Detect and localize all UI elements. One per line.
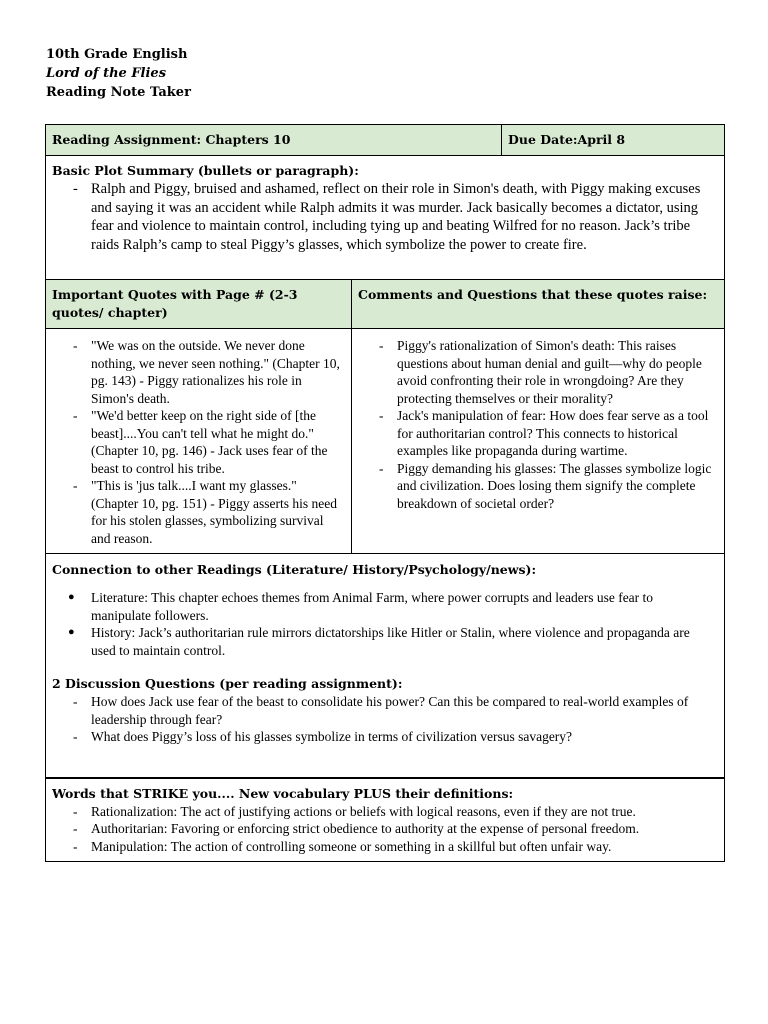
- quote-item: - "We'd better keep on the right side of [the beast]....You can't tell what he might do." (Chapter 10, pg. 146) - Jack uses fear of the beast to control his tribe.: [46, 407, 343, 477]
- vocabulary-label: Words that STRIKE you.... New vocabulary PLUS their definitions:: [52, 785, 514, 801]
- vocabulary-list: [46, 803, 724, 856]
- vocabulary-item: - Authoritarian: Favoring or enforcing strict obedience to authority at the expense of personal freedom.: [46, 820, 714, 838]
- reading-note-table: [45, 124, 725, 862]
- connections-discussion-cell: [46, 554, 725, 778]
- comment-item: - Piggy's rationalization of Simon's death: This raises questions about human denial and guilt—why do people avoid confronting their role in wrongdoing? Are they protecting themselves or their morality?: [352, 337, 718, 407]
- document-title: Reading Note Taker: [46, 85, 191, 100]
- plot-summary-item: - Ralph and Piggy, bruised and ashamed, reflect on their role in Simon's death, with Piggy making excuses and saying it was an accident while Ralph admits it was murder. Jack basically becomes a dictator, using fear and violence to maintain control, including tying up and beating Wilfred for no reason. Jack’s tribe raids Ralph’s camp to steal Piggy’s glasses, which symbolize the power to create fire.: [46, 180, 714, 254]
- quotes-cell: [46, 329, 352, 554]
- vocabulary-item: - Manipulation: The action of controlling someone or something in a skillful but often unfair way.: [46, 838, 714, 856]
- discussion-label: 2 Discussion Questions (per reading assignment):: [52, 676, 403, 691]
- comments-header-cell: [352, 280, 725, 329]
- discussion-item: - How does Jack use fear of the beast to consolidate his power? Can this be compared to real-world examples of leadership through fear?: [46, 693, 714, 728]
- assignment-cell: [46, 125, 502, 156]
- comments-label: Comments and Questions that these quotes raise:: [358, 287, 708, 302]
- course-name: 10th Grade English: [46, 47, 188, 62]
- connections-list: [46, 589, 724, 659]
- plot-summary-cell: [46, 156, 725, 280]
- vocabulary-item: - Rationalization: The act of justifying actions or beliefs with logical reasons, even if they are not true.: [46, 803, 714, 821]
- assignment-label: Reading Assignment: Chapters 10: [52, 132, 291, 147]
- comments-list: [352, 329, 724, 512]
- quotes-list: [46, 329, 351, 547]
- comments-cell: [352, 329, 725, 554]
- quotes-header-cell: [46, 280, 352, 329]
- book-title: Lord of the Flies: [46, 66, 167, 81]
- quotes-label: Important Quotes with Page # (2-3 quotes/ chapter): [52, 287, 298, 320]
- plot-summary-label: Basic Plot Summary (bullets or paragraph):: [52, 163, 359, 178]
- plot-summary-list: [46, 180, 724, 254]
- quote-item: - "This is 'jus talk....I want my glasses." (Chapter 10, pg. 151) - Piggy asserts his need for his stolen glasses, symbolizing survival and reason.: [46, 477, 343, 547]
- document-header: [46, 45, 191, 102]
- discussion-item: - What does Piggy’s loss of his glasses symbolize in terms of civilization versus savagery?: [46, 728, 714, 746]
- vocabulary-cell: [46, 778, 725, 862]
- quote-item: - "We was on the outside. We never done nothing, we never seen nothing." (Chapter 10, pg. 143) - Piggy rationalizes his role in Simon's death.: [46, 337, 343, 407]
- connection-item: ● History: Jack’s authoritarian rule mirrors dictatorships like Hitler or Stalin, where violence and propaganda are used to maintain control.: [46, 624, 714, 659]
- connection-item: ● Literature: This chapter echoes themes from Animal Farm, where power corrupts and leaders use fear to manipulate followers.: [46, 589, 714, 624]
- comment-item: - Piggy demanding his glasses: The glasses symbolize logic and civilization. Does losing them signify the complete breakdown of societal order?: [352, 460, 718, 513]
- due-date-label: Due Date:April 8: [508, 132, 626, 147]
- discussion-list: [46, 693, 724, 746]
- comment-item: - Jack's manipulation of fear: How does fear serve as a tool for authoritarian control? This connects to historical examples like propaganda during wartime.: [352, 407, 718, 460]
- connections-label: Connection to other Readings (Literature/ History/Psychology/news):: [52, 562, 537, 577]
- due-date-cell: [502, 125, 725, 156]
